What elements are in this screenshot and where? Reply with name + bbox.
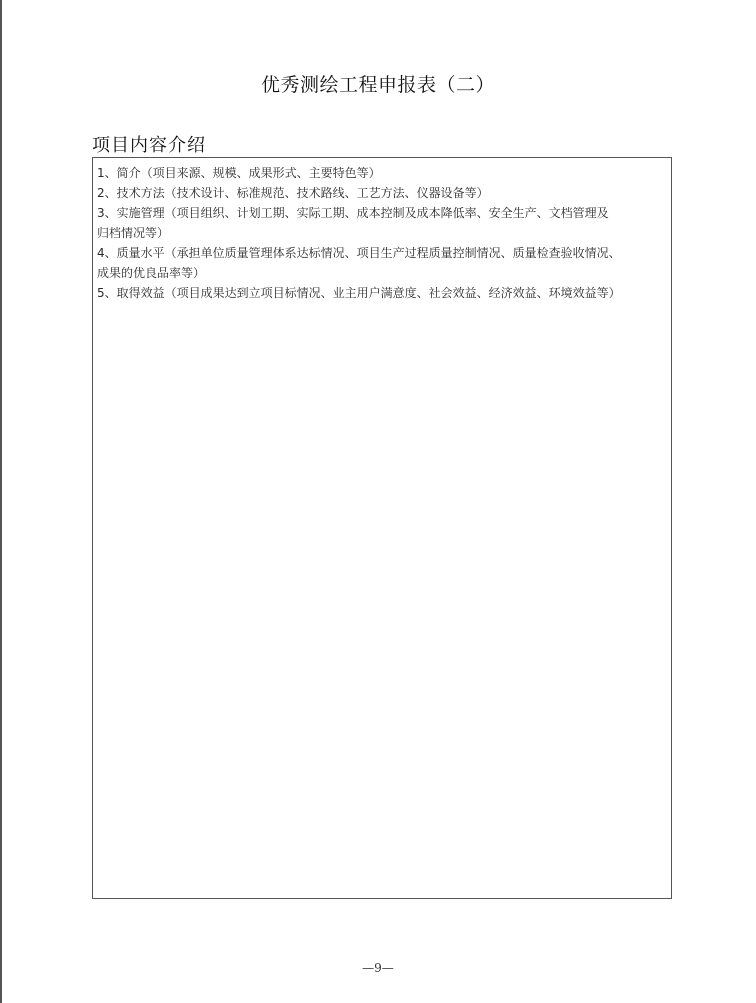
section-heading: 项目内容介绍 <box>92 135 206 156</box>
item-number: 1、 <box>97 166 117 180</box>
item-number: 3、 <box>97 206 117 220</box>
list-item-2 <box>97 183 667 203</box>
list-item-5 <box>97 283 667 303</box>
page-left-edge-line <box>0 0 2 1003</box>
list-item-1 <box>97 163 667 183</box>
item-number: 2、 <box>97 186 117 200</box>
page-title: 优秀测绘工程申报表（二） <box>260 74 495 96</box>
item-number: 4、 <box>97 246 117 260</box>
list-item-4 <box>97 243 667 263</box>
list-item-3 <box>97 203 667 223</box>
item-number: 5、 <box>97 286 117 300</box>
item-text: 实施管理（项目组织、计划工期、实际工期、成本控制及成本降低率、安全生产、文档管理及 <box>116 206 609 220</box>
page-number: —9— <box>362 961 394 975</box>
item-text: 质量水平（承担单位质量管理体系达标情况、项目生产过程质量控制情况、质量检查验收情况、 <box>116 246 621 260</box>
list-item-3-continuation: 归档情况等） <box>97 226 170 240</box>
item-text: 技术方法（技术设计、标准规范、技术路线、工艺方法、仪器设备等） <box>116 186 489 200</box>
list-item-4-continuation: 成果的优良品率等） <box>97 266 206 280</box>
content-box[interactable] <box>92 157 672 899</box>
item-text: 取得效益（项目成果达到立项目标情况、业主用户满意度、社会效益、经济效益、环境效益等） <box>116 286 621 300</box>
item-text: 简介（项目来源、规模、成果形式、主要特色等） <box>116 166 381 180</box>
